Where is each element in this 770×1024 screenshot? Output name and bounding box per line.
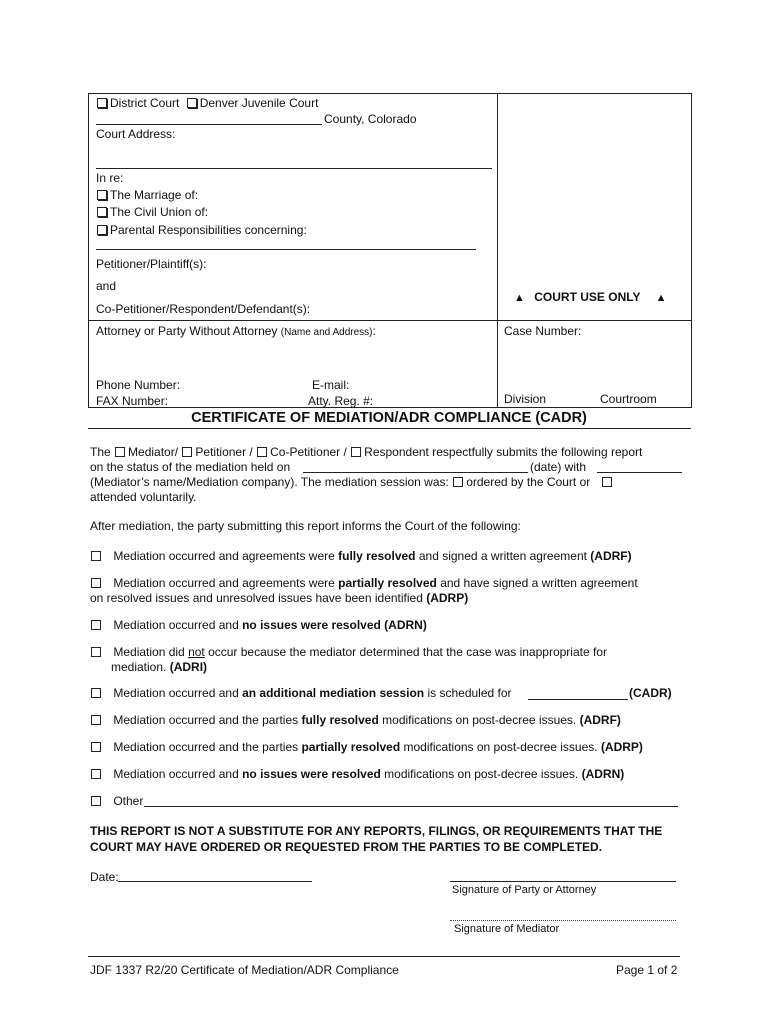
district-court-checkbox[interactable] [97, 98, 107, 108]
additional-session-date-field[interactable] [528, 699, 628, 700]
respondent-option-label: Respondent respectfully submits the following report [364, 445, 643, 459]
option-adrp [90, 576, 638, 590]
mediator-label: Mediator/ [128, 445, 179, 459]
party-signature-line[interactable] [450, 881, 676, 882]
respondent-checkbox[interactable] [351, 447, 361, 457]
attorney-colon: : [372, 324, 376, 338]
option-post-adrn [90, 767, 624, 781]
court-ordered-checkbox[interactable] [453, 477, 463, 487]
option-adri-checkbox[interactable] [91, 647, 101, 657]
parties-name-field[interactable] [96, 249, 476, 250]
denver-juvenile-court-label: Denver Juvenile Court [199, 96, 319, 110]
option-post-adrf-checkbox[interactable] [91, 715, 101, 725]
option-post-adrp-checkbox[interactable] [91, 742, 101, 752]
intro-line-3a: (Mediator’s name/Mediation company). The mediation session was: [90, 475, 449, 489]
option-adrf-text-b: fully resolved [338, 549, 416, 563]
option-cadr-checkbox[interactable] [91, 688, 101, 698]
option-adrp-line-2 [90, 591, 468, 605]
denver-juvenile-court-checkbox[interactable] [187, 98, 197, 108]
in-re-label: In re: [96, 171, 124, 185]
attorney-sub-label: (Name and Address) [280, 327, 373, 338]
option-adrn-text-a: Mediation occurred and [113, 618, 243, 632]
co-petitioner-label: Co-Petitioner / [270, 445, 347, 459]
attorney-label: Attorney or Party Without Attorney [96, 324, 278, 338]
parental-responsibilities-checkbox[interactable] [97, 225, 107, 235]
respondent-label: Co-Petitioner/Respondent/Defendant(s): [96, 302, 311, 316]
caption-divider [497, 93, 498, 407]
mediator-signature-line[interactable] [450, 920, 676, 921]
option-post-adrp-text-a: Mediation occurred and the parties [113, 740, 302, 754]
in-re-parental [96, 223, 307, 237]
option-post-adrf [90, 713, 621, 727]
option-post-adrn-checkbox[interactable] [91, 769, 101, 779]
mediator-name-field[interactable] [597, 472, 682, 473]
petitioner-checkbox[interactable] [182, 447, 192, 457]
courtroom-label: Courtroom [600, 392, 657, 406]
option-adrp-text-d: on resolved issues and unresolved issues have been identified [90, 591, 427, 605]
report-notice: THIS REPORT IS NOT A SUBSTITUTE FOR ANY REPORTS, FILINGS, OR REQUIREMENTS THAT THE COURT MAY HAVE ORDERED OR REQUESTED FROM THE PARTIES TO BE COMPLETED. [90, 824, 663, 854]
intro-line-4: attended voluntarily. [90, 490, 197, 504]
court-use-only-row [514, 290, 667, 304]
case-number-label: Case Number: [504, 324, 582, 338]
option-post-adrf-code: (ADRF) [579, 713, 621, 727]
division-label: Division [504, 392, 547, 406]
option-post-adrf-text-b: fully resolved [301, 713, 379, 727]
district-court-label: District Court [110, 96, 180, 110]
attorney-label-row [96, 324, 376, 338]
form-title: CERTIFICATE OF MEDIATION/ADR COMPLIANCE (CADR) [191, 410, 587, 426]
petitioner-label: Petitioner/Plaintiff(s): [96, 257, 207, 271]
up-triangle-icon-right: ▲ [655, 292, 667, 304]
court-address-label: Court Address: [96, 127, 176, 141]
option-adrp-code: (ADRP) [426, 591, 469, 605]
petitioner-option-label: Petitioner / [195, 445, 253, 459]
option-cadr-text-a: Mediation occurred and [113, 686, 243, 700]
mediator-signature-label: Signature of Mediator [454, 923, 560, 935]
atty-reg-label: Atty. Reg. #: [308, 394, 374, 408]
parental-responsibilities-label: Parental Responsibilities concerning: [110, 223, 307, 237]
option-adrf-text-a: Mediation occurred and agreements were [113, 549, 339, 563]
option-post-adrn-text-b: no issues were resolved [242, 767, 381, 781]
option-adri-line-2 [111, 660, 207, 674]
option-adri [90, 645, 607, 659]
option-post-adrf-text-a: Mediation occurred and the parties [113, 713, 302, 727]
option-cadr-text-c: is scheduled for [424, 686, 512, 700]
footer-rule [88, 956, 680, 957]
option-adrn-checkbox[interactable] [91, 620, 101, 630]
marriage-label: The Marriage of: [110, 188, 199, 202]
footer-form-id: JDF 1337 R2/20 Certificate of Mediation/ADR Compliance [90, 963, 399, 977]
option-adri-text-not: not [188, 645, 205, 659]
option-adrp-text-a: Mediation occurred and agreements were [113, 576, 339, 590]
option-cadr [90, 686, 512, 700]
marriage-checkbox[interactable] [97, 190, 107, 200]
title-underline [88, 428, 691, 429]
mediator-checkbox[interactable] [115, 447, 125, 457]
intro-line-2a: on the status of the mediation held on [90, 460, 291, 474]
option-post-adrp-text-b: partially resolved [301, 740, 401, 754]
option-adrf-code: (ADRF) [590, 549, 632, 563]
in-re-marriage [96, 188, 198, 202]
option-adrp-text-b: partially resolved [338, 576, 437, 590]
option-post-adrn-text-c: modifications on post-decree issues. [380, 767, 582, 781]
option-adrn-text-b: no issues were resolved (ADRN) [242, 618, 427, 632]
option-post-adrn-code: (ADRN) [581, 767, 625, 781]
option-other [90, 794, 143, 808]
county-label: County, Colorado [324, 112, 417, 126]
option-cadr-code: (CADR) [629, 686, 672, 700]
option-adri-text-a: Mediation did [113, 645, 189, 659]
option-post-adrn-text-a: Mediation occurred and [113, 767, 243, 781]
option-adri-text-d: mediation. [111, 660, 170, 674]
court-use-only-label: COURT USE ONLY [534, 290, 641, 304]
intro-line-3 [90, 475, 615, 489]
attorney-section-top [88, 320, 691, 321]
co-petitioner-checkbox[interactable] [257, 447, 267, 457]
phone-label: Phone Number: [96, 378, 181, 392]
in-re-civil-union [96, 205, 208, 219]
option-cadr-text-b: an additional mediation session [242, 686, 425, 700]
option-post-adrf-text-c: modifications on post-decree issues. [378, 713, 580, 727]
intro-line-1 [90, 445, 642, 459]
option-adrn [90, 618, 427, 632]
court-options [96, 96, 318, 110]
after-mediation-text: After mediation, the party submitting this report informs the Court of the following: [90, 519, 521, 533]
footer-page-number: Page 1 of 2 [616, 963, 678, 977]
intro-line-2b: (date) with [530, 460, 587, 474]
option-adri-text-c: occur because the mediator determined that the case was inappropriate for [204, 645, 607, 659]
civil-union-label: The Civil Union of: [110, 205, 209, 219]
civil-union-checkbox[interactable] [97, 207, 107, 217]
email-label: E-mail: [312, 378, 350, 392]
mediation-date-field[interactable] [303, 472, 528, 473]
caption-box-border [88, 93, 692, 408]
option-adrf [90, 549, 632, 563]
county-name-field[interactable] [96, 124, 322, 125]
court-ordered-label: ordered by the Court or [466, 475, 591, 489]
option-other-label: Other [113, 794, 144, 808]
voluntary-checkbox[interactable] [602, 477, 612, 487]
option-adrp-text-c: and have signed a written agreement [436, 576, 638, 590]
intro-the: The [90, 445, 111, 459]
option-adri-code: (ADRI) [169, 660, 208, 674]
other-text-field[interactable] [144, 806, 678, 807]
date-label: Date: [90, 870, 119, 884]
fax-label: FAX Number: [96, 394, 169, 408]
option-adrp-checkbox[interactable] [91, 578, 101, 588]
up-triangle-icon-left: ▲ [514, 292, 525, 304]
option-adrf-text-c: and signed a written agreement [415, 549, 591, 563]
option-post-adrp-text-c: modifications on post-decree issues. [400, 740, 601, 754]
option-post-adrp [90, 740, 643, 754]
option-post-adrp-code: (ADRP) [600, 740, 643, 754]
court-address-field[interactable] [96, 168, 492, 169]
option-adrf-checkbox[interactable] [91, 551, 101, 561]
party-signature-label: Signature of Party or Attorney [452, 884, 597, 896]
date-field[interactable] [118, 881, 312, 882]
option-other-checkbox[interactable] [91, 796, 101, 806]
and-label: and [96, 279, 117, 293]
